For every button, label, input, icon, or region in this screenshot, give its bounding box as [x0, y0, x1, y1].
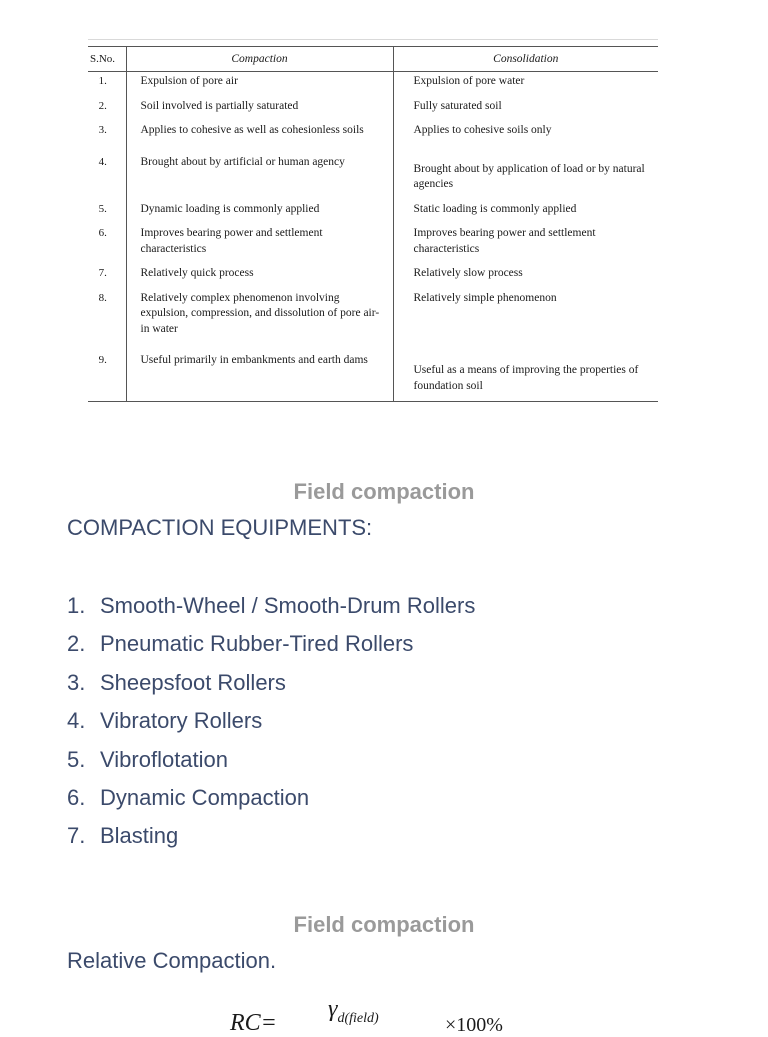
row-compaction: Dynamic loading is commonly applied: [126, 200, 393, 225]
table-row: [88, 121, 658, 146]
row-sno: 9.: [88, 344, 126, 402]
list-item-label: Sheepsfoot Rollers: [100, 669, 286, 695]
table-row: [88, 344, 658, 402]
row-sno: 8.: [98, 291, 107, 304]
row-consolidation: Useful as a means of improving the properties of foundation soil: [393, 344, 658, 402]
row-consolidation: Fully saturated soil: [413, 99, 502, 112]
row-consolidation: Brought about by application of load or by natural agencies: [413, 162, 645, 190]
section-heading-field-compaction-2: Field compaction: [293, 912, 475, 937]
table-row: [88, 264, 658, 289]
compaction-equipments-title: COMPACTION EQUIPMENTS:: [67, 515, 373, 540]
row-consolidation: Improves bearing power and settlement characteristics: [413, 227, 596, 255]
row-compaction: Brought about by artificial or human agency: [126, 146, 393, 200]
list-item: [67, 589, 475, 627]
row-compaction: Relatively complex phenomenon involving expulsion, compression, and dissolution of pore air-in water: [126, 289, 393, 345]
table-row: [88, 224, 658, 264]
row-sno: 3.: [98, 124, 107, 136]
compaction-vs-consolidation-table: [88, 46, 658, 402]
row-sno: 5.: [98, 202, 107, 215]
list-item-number: 4.: [67, 708, 86, 734]
row-sno: 4.: [98, 155, 107, 168]
comparison-table-container: [88, 39, 658, 402]
table-top-rule: [88, 39, 658, 40]
list-item-number: 5.: [67, 746, 86, 772]
list-item: [67, 666, 475, 704]
table-header-row: [88, 47, 658, 72]
table-row: [88, 146, 658, 200]
list-item-label: Pneumatic Rubber-Tired Rollers: [100, 631, 414, 657]
table-row: [88, 97, 658, 122]
row-sno: 6.: [98, 227, 107, 239]
row-compaction: Expulsion of pore air: [126, 72, 393, 97]
row-consolidation: Static loading is commonly applied: [413, 202, 577, 215]
list-item: [67, 704, 475, 742]
list-item-label: Blasting: [100, 823, 179, 849]
list-item-number: 2.: [67, 631, 86, 657]
relative-compaction-title: Relative Compaction.: [67, 948, 277, 973]
list-item-number: 6.: [67, 784, 86, 810]
row-sno: 1.: [98, 75, 107, 87]
row-compaction: Applies to cohesive as well as cohesionless soils: [126, 121, 393, 146]
header-consolidation: Consolidation: [393, 47, 658, 72]
row-compaction: Relatively quick process: [126, 264, 393, 289]
list-item: [67, 743, 475, 781]
table-row: [88, 289, 658, 345]
formula-times-100-percent: ×100%: [445, 1014, 503, 1036]
formula-lhs: RC=: [230, 1010, 277, 1036]
header-sno: S.No.: [88, 47, 126, 72]
row-compaction: Soil involved is partially saturated: [126, 97, 393, 122]
formula-subscript: d(field): [337, 1010, 379, 1026]
list-item: [67, 627, 475, 665]
row-consolidation: Expulsion of pore water: [413, 75, 525, 87]
header-compaction: Compaction: [126, 47, 393, 72]
list-item-number: 3.: [67, 669, 86, 695]
list-item-label: Vibratory Rollers: [100, 708, 263, 734]
table-row: [88, 72, 658, 97]
list-item-label: Dynamic Compaction: [100, 784, 310, 810]
list-item: [67, 819, 475, 857]
list-item: [67, 781, 475, 819]
row-consolidation: Relatively simple phenomenon: [413, 291, 557, 304]
row-compaction: Useful primarily in embankments and earth dams: [126, 344, 393, 402]
compaction-equipment-list: [67, 589, 475, 858]
row-sno: 2.: [98, 99, 107, 112]
section-heading-field-compaction: Field compaction: [293, 479, 475, 504]
list-item-label: Vibroflotation: [100, 746, 229, 772]
formula-numerator: [328, 996, 379, 1027]
row-consolidation: Relatively slow process: [413, 267, 523, 279]
list-item-number: 7.: [67, 823, 86, 849]
row-consolidation: Applies to cohesive soils only: [413, 124, 552, 136]
list-item-label: Smooth-Wheel / Smooth-Drum Rollers: [100, 593, 476, 618]
table-row: [88, 200, 658, 225]
formula-gamma-symbol: γ: [328, 996, 338, 1022]
list-item-number: 1.: [67, 593, 86, 618]
row-sno: 7.: [98, 267, 107, 279]
row-compaction: Improves bearing power and settlement characteristics: [126, 224, 393, 264]
